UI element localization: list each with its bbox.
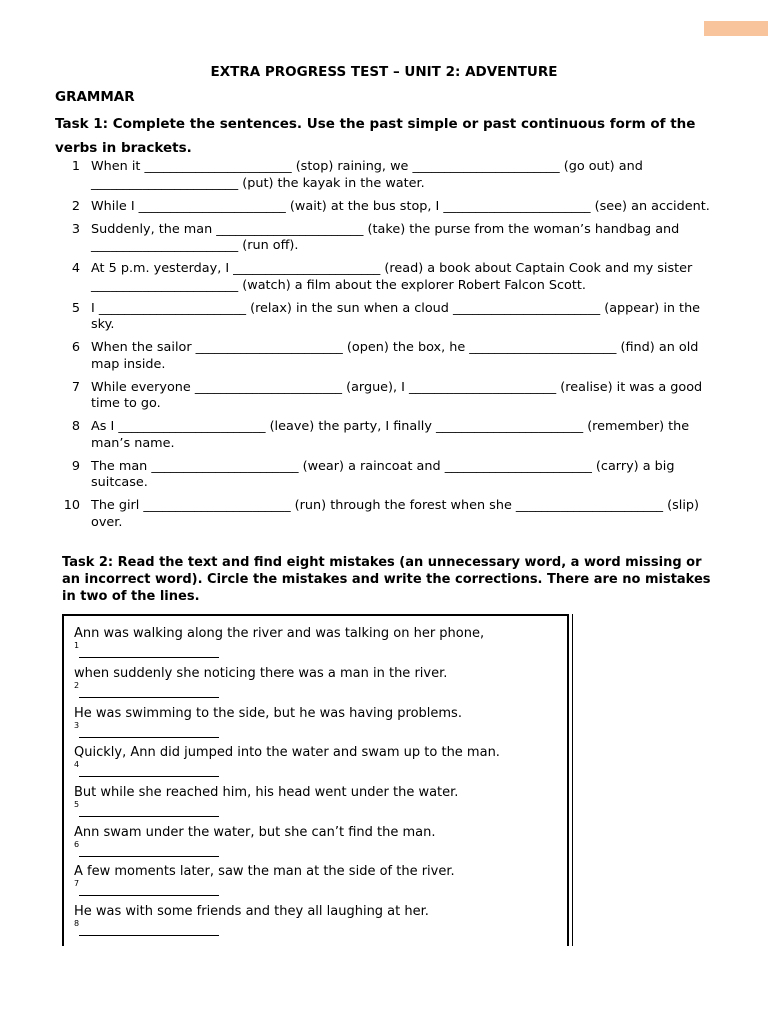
text-line: He was with some friends and they all laughing at her. (74, 904, 429, 919)
list-item (0, 301, 768, 334)
answer-line[interactable] (74, 643, 219, 658)
item-number: 4 (71, 261, 80, 276)
task2-heading: Task 2: Read the text and find eight mistakes (an unnecessary word, a word missing or an incorrect word). Circle the mistakes and write the corrections. There are no mistakes in two of the lines. (62, 555, 711, 604)
answer-line[interactable] (74, 802, 219, 817)
page-title: EXTRA PROGRESS TEST – UNIT 2: ADVENTURE (210, 64, 558, 80)
item-text: When it _______________________ (stop) raining, we _______________________ (go out) and _______________________ (put) the kayak in the water. (91, 159, 643, 191)
answer-line[interactable] (74, 723, 219, 738)
answer-blank[interactable] (79, 765, 219, 777)
item-text: The girl _______________________ (run) through the forest when she _______________________ (slip) over. (91, 498, 700, 530)
answer-number: 6 (74, 840, 80, 849)
text-line: He was swimming to the side, but he was having problems. (74, 706, 462, 721)
item-number: 10 (63, 498, 80, 513)
item-text: While everyone _______________________ (argue), I _______________________ (realise) it was a good time to go. (91, 379, 703, 411)
list-item (0, 380, 768, 413)
item-text: At 5 p.m. yesterday, I _______________________ (read) a book about Captain Cook and my sister _______________________ (watch) a film about the explorer Robert Falcon Scott. (91, 261, 693, 293)
item-text: Suddenly, the man _______________________ (take) the purse from the woman’s handbag and _______________________ (run off). (91, 221, 680, 253)
answer-blank[interactable] (79, 884, 219, 896)
task1-heading: Task 1: Complete the sentences. Use the past simple or past continuous form of the verbs in brackets. (55, 116, 696, 156)
answer-number: 2 (74, 681, 80, 690)
task1-items (0, 159, 768, 538)
item-number: 8 (71, 419, 80, 434)
answer-blank[interactable] (79, 646, 219, 658)
answer-line[interactable] (74, 921, 219, 936)
list-item (0, 199, 768, 216)
text-line: A few moments later, saw the man at the side of the river. (74, 864, 455, 879)
item-text: When the sailor _______________________ (open) the box, he _______________________ (find) an old map inside. (91, 340, 699, 372)
item-number: 2 (71, 198, 80, 214)
item-number: 1 (71, 159, 80, 174)
answer-blank[interactable] (79, 924, 219, 936)
answer-line[interactable] (74, 881, 219, 896)
corner-tag (704, 21, 768, 36)
answer-blank[interactable] (79, 845, 219, 857)
list-item (0, 498, 768, 531)
list-item (0, 159, 768, 192)
text-line: But while she reached him, his head went under the water. (74, 785, 459, 800)
answer-number: 1 (74, 641, 80, 650)
answer-number: 8 (74, 919, 80, 928)
item-number: 7 (71, 379, 80, 395)
answer-number: 7 (74, 879, 80, 888)
list-item (0, 222, 768, 255)
list-item (0, 419, 768, 452)
answer-line[interactable] (74, 683, 219, 698)
list-item (0, 261, 768, 294)
item-number: 5 (71, 300, 80, 316)
answer-blank[interactable] (79, 805, 219, 817)
item-number: 3 (71, 221, 80, 237)
item-number: 6 (71, 340, 80, 355)
section-heading: GRAMMAR (55, 89, 135, 105)
list-item (0, 459, 768, 492)
item-text: The man _______________________ (wear) a raincoat and _______________________ (carry) a big suitcase. (91, 458, 675, 490)
text-line: Quickly, Ann did jumped into the water and swam up to the man. (74, 745, 500, 760)
item-text: I _______________________ (relax) in the sun when a cloud _______________________ (appear) in the sky. (91, 300, 701, 332)
answer-line[interactable] (74, 762, 219, 777)
item-text: As I _______________________ (leave) the party, I finally _______________________ (remember) the man’s name. (91, 419, 690, 451)
answer-number: 3 (74, 721, 80, 730)
answer-number: 5 (74, 800, 80, 809)
answer-blank[interactable] (79, 686, 219, 698)
answer-blank[interactable] (79, 726, 219, 738)
list-item (0, 340, 768, 373)
text-line: Ann swam under the water, but she can’t find the man. (74, 825, 436, 840)
text-box (62, 614, 569, 946)
text-line: when suddenly she noticing there was a man in the river. (74, 666, 448, 681)
answer-line[interactable] (74, 842, 219, 857)
item-text: While I _______________________ (wait) at the bus stop, I _______________________ (see) an accident. (91, 198, 710, 214)
text-line: Ann was walking along the river and was talking on her phone, (74, 626, 485, 641)
item-number: 9 (71, 458, 80, 474)
answer-number: 4 (74, 760, 80, 769)
